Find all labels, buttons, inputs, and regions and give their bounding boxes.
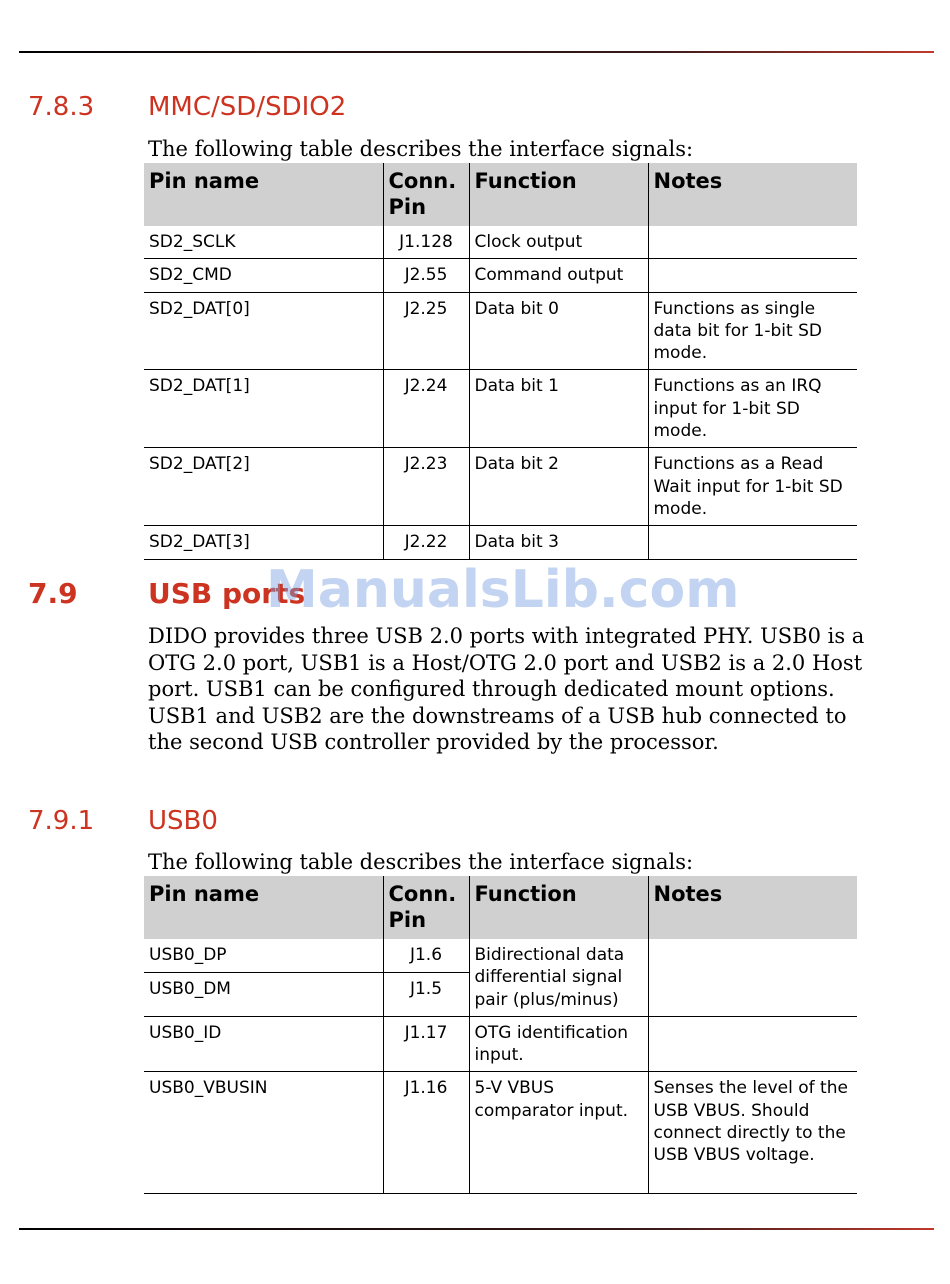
pin-cell: SD2_DAT[1]	[144, 370, 383, 448]
conn-cell: J1.5	[383, 972, 469, 1016]
table-row	[144, 939, 857, 972]
section-heading-79	[28, 577, 305, 610]
notes-cell: Functions as single data bit for 1-bit SD mode.	[648, 292, 857, 370]
table-row	[144, 226, 857, 259]
conn-cell: J1.17	[383, 1016, 469, 1072]
function-cell: Data bit 3	[469, 526, 648, 559]
conn-cell: J2.25	[383, 292, 469, 370]
function-cell: Data bit 1	[469, 370, 648, 448]
section-number: 7.9.1	[28, 806, 95, 836]
pin-cell: USB0_DP	[144, 939, 383, 972]
function-cell: Bidirectional data differential signal pair (plus/minus)	[469, 939, 648, 1016]
header-notes: Notes	[648, 163, 857, 226]
pin-cell: USB0_ID	[144, 1016, 383, 1072]
table-header-row	[144, 876, 857, 939]
header-pin-name: Pin name	[144, 876, 383, 939]
conn-cell: J2.22	[383, 526, 469, 559]
watermark: ManualsLib.com	[266, 560, 740, 620]
function-cell: Command output	[469, 259, 648, 292]
table-row	[144, 1016, 857, 1072]
bottom-rule	[19, 1228, 934, 1230]
header-conn-pin: Conn. Pin	[383, 163, 469, 226]
table-header-row	[144, 163, 857, 226]
pin-cell: SD2_DAT[3]	[144, 526, 383, 559]
function-cell: Clock output	[469, 226, 648, 259]
header-function: Function	[469, 876, 648, 939]
function-cell: Data bit 2	[469, 448, 648, 526]
section-number: 7.9	[28, 577, 78, 610]
section-title: USB ports	[148, 577, 306, 610]
table-row	[144, 526, 857, 559]
sdio2-signals-table	[144, 163, 857, 560]
section-title: USB0	[148, 806, 218, 836]
notes-cell	[648, 226, 857, 259]
table-intro: The following table describes the interface signals:	[148, 137, 694, 161]
notes-cell	[648, 526, 857, 559]
notes-cell: Senses the level of the USB VBUS. Should connect directly to the USB VBUS voltage.	[648, 1072, 857, 1194]
notes-cell	[648, 939, 857, 1016]
section-heading-783	[28, 92, 346, 122]
conn-cell: J1.6	[383, 939, 469, 972]
conn-cell: J2.24	[383, 370, 469, 448]
usb-ports-paragraph: DIDO provides three USB 2.0 ports with integrated PHY. USB0 is a OTG 2.0 port, USB1 is a Host/OTG 2.0 port and USB2 is a 2.0 Host port. USB1 can be configured through dedicated mount options. USB1 and USB2 are the downstreams of a USB hub connected to the second USB controller provided by the processor.	[148, 624, 865, 755]
section-heading-791	[28, 806, 218, 836]
header-conn-pin: Conn. Pin	[383, 876, 469, 939]
notes-cell	[648, 259, 857, 292]
conn-cell: J1.128	[383, 226, 469, 259]
function-cell: OTG identification input.	[469, 1016, 648, 1072]
header-notes: Notes	[648, 876, 857, 939]
usb0-signals-table	[144, 876, 857, 1194]
top-rule	[19, 51, 934, 53]
pin-cell: SD2_DAT[0]	[144, 292, 383, 370]
header-pin-name: Pin name	[144, 163, 383, 226]
header-function: Function	[469, 163, 648, 226]
conn-cell: J2.55	[383, 259, 469, 292]
section-title: MMC/SD/SDIO2	[148, 92, 347, 122]
conn-cell: J1.16	[383, 1072, 469, 1194]
notes-cell: Functions as a Read Wait input for 1-bit SD mode.	[648, 448, 857, 526]
notes-cell: Functions as an IRQ input for 1-bit SD mode.	[648, 370, 857, 448]
table-row	[144, 292, 857, 370]
table-row	[144, 259, 857, 292]
pin-cell: SD2_SCLK	[144, 226, 383, 259]
pin-cell: USB0_VBUSIN	[144, 1072, 383, 1194]
section-number: 7.8.3	[28, 92, 95, 122]
table-row	[144, 448, 857, 526]
conn-cell: J2.23	[383, 448, 469, 526]
pin-cell: SD2_DAT[2]	[144, 448, 383, 526]
pin-cell: SD2_CMD	[144, 259, 383, 292]
function-cell: 5-V VBUS comparator input.	[469, 1072, 648, 1194]
table-row	[144, 370, 857, 448]
function-cell: Data bit 0	[469, 292, 648, 370]
notes-cell	[648, 1016, 857, 1072]
table-intro: The following table describes the interface signals:	[148, 850, 694, 874]
pin-cell: USB0_DM	[144, 972, 383, 1016]
table-row	[144, 1072, 857, 1194]
